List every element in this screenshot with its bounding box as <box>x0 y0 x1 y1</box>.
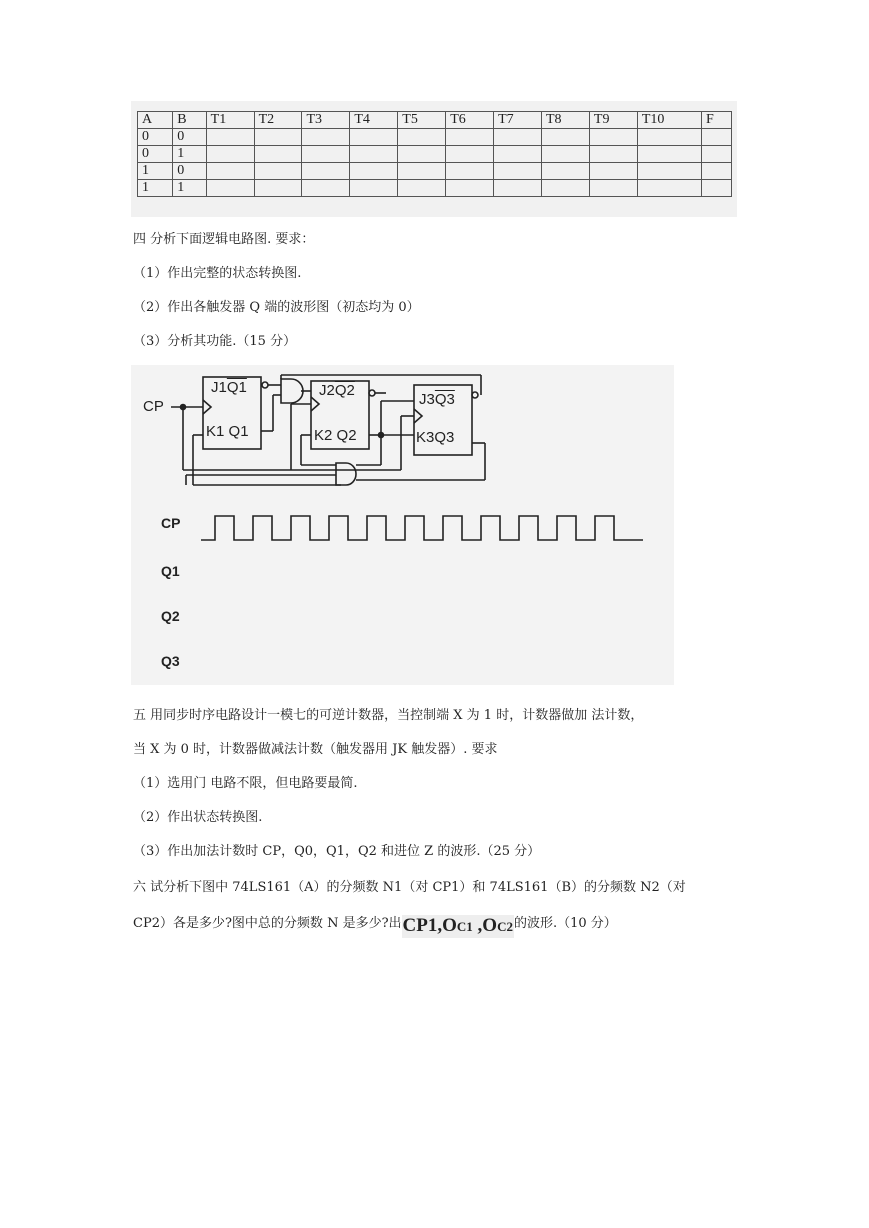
col-header: T10 <box>637 112 701 129</box>
col-header: T7 <box>494 112 542 129</box>
col-header: T3 <box>302 112 350 129</box>
q6-line-2-post: 的波形.（10 分） <box>513 916 617 931</box>
cell-a: 0 <box>138 146 173 163</box>
q6-line-2-pre: CP2）各是多少?图中总的分频数 N 是多少?出 <box>133 916 402 931</box>
ff2-q: Q2 <box>336 427 357 444</box>
signal-cp1: CP1 <box>402 915 438 936</box>
cell-a: 0 <box>138 129 173 146</box>
signal-oc1-sub: C1 <box>456 919 473 934</box>
q6-line-2 <box>133 912 617 938</box>
q5-line-2: 当 X 为 0 时，计数器做减法计数（触发器用 JK 触发器）. 要求 <box>133 742 498 757</box>
truth-table-image <box>131 101 737 217</box>
signal-oc2-sub: C2 <box>497 919 513 934</box>
q5-item-3: （3）作出加法计数时 CP，Q0，Q1，Q2 和进位 Z 的波形.（25 分） <box>133 844 541 859</box>
cell-b: 1 <box>173 180 206 197</box>
q5-item-1: （1）选用门 电路不限，但电路要最简. <box>133 776 358 791</box>
ff3-q: Q3 <box>434 429 455 446</box>
signal-names-image <box>402 915 514 938</box>
circuit-wiring <box>131 365 674 685</box>
ff1-q: Q1 <box>228 423 249 440</box>
col-header: B <box>173 112 206 129</box>
truth-table <box>137 111 732 197</box>
ff2-qbar: Q2 <box>334 382 355 399</box>
ff3-top-label <box>419 391 455 408</box>
ff2-bottom-label <box>314 427 357 444</box>
table-row <box>138 163 732 180</box>
col-header: A <box>138 112 173 129</box>
table-row <box>138 129 732 146</box>
col-header: T9 <box>589 112 637 129</box>
col-header: T8 <box>542 112 590 129</box>
col-header: T4 <box>350 112 398 129</box>
wave-label-cp: CP <box>161 515 181 531</box>
q4-item-1: （1）作出完整的状态转换图. <box>133 266 302 281</box>
ff2-top-label <box>319 382 355 399</box>
circuit-diagram <box>131 365 674 685</box>
ff3-bottom-label <box>416 429 454 446</box>
wave-label-q3: Q3 <box>161 653 180 669</box>
wave-label-q1: Q1 <box>161 563 180 579</box>
signal-oc1-main: ,O <box>437 915 457 936</box>
ff2-k: K2 <box>314 427 333 444</box>
signal-oc2-main: ,O <box>472 915 498 936</box>
and-gate-2 <box>336 463 356 485</box>
cell-b: 0 <box>173 129 206 146</box>
col-header: T1 <box>206 112 254 129</box>
q4-title: 四 分析下面逻辑电路图. 要求： <box>133 232 315 247</box>
q6-line-1: 六 试分析下图中 74LS161（A）的分频数 N1（对 CP1）和 74LS161（B）的分频数 N2（对 <box>133 880 686 895</box>
ff1-j: J1 <box>211 379 227 396</box>
wave-label-q2: Q2 <box>161 608 180 624</box>
ff3-k: K3 <box>416 429 435 446</box>
q5-line-1: 五 用同步时序电路设计一模七的可逆计数器，当控制端 X 为 1 时，计数器做加 法计数， <box>133 708 644 723</box>
cp-waveform <box>201 516 643 540</box>
cp-input-label: CP <box>143 398 164 415</box>
ff2-j: J2 <box>319 382 335 399</box>
ff3-qbar: Q3 <box>434 391 455 408</box>
ff1-bottom-label <box>206 423 249 440</box>
ff1-k: K1 <box>206 423 225 440</box>
col-header: T2 <box>254 112 302 129</box>
ff1-qbar: Q1 <box>226 379 247 396</box>
cell-b: 1 <box>173 146 206 163</box>
ff3-j: J3 <box>419 391 435 408</box>
table-row <box>138 146 732 163</box>
col-header: T6 <box>446 112 494 129</box>
and-gate-1 <box>281 379 303 403</box>
col-header: F <box>702 112 732 129</box>
cell-b: 0 <box>173 163 206 180</box>
cell-a: 1 <box>138 163 173 180</box>
table-row <box>138 180 732 197</box>
q4-item-3: （3）分析其功能.（15 分） <box>133 334 297 349</box>
truth-table-header-row <box>138 112 732 129</box>
q4-item-2: （2）作出各触发器 Q 端的波形图（初态均为 0） <box>133 300 420 315</box>
col-header: T5 <box>398 112 446 129</box>
cell-a: 1 <box>138 180 173 197</box>
q5-item-2: （2）作出状态转换图. <box>133 810 263 825</box>
ff1-top-label <box>211 379 247 396</box>
